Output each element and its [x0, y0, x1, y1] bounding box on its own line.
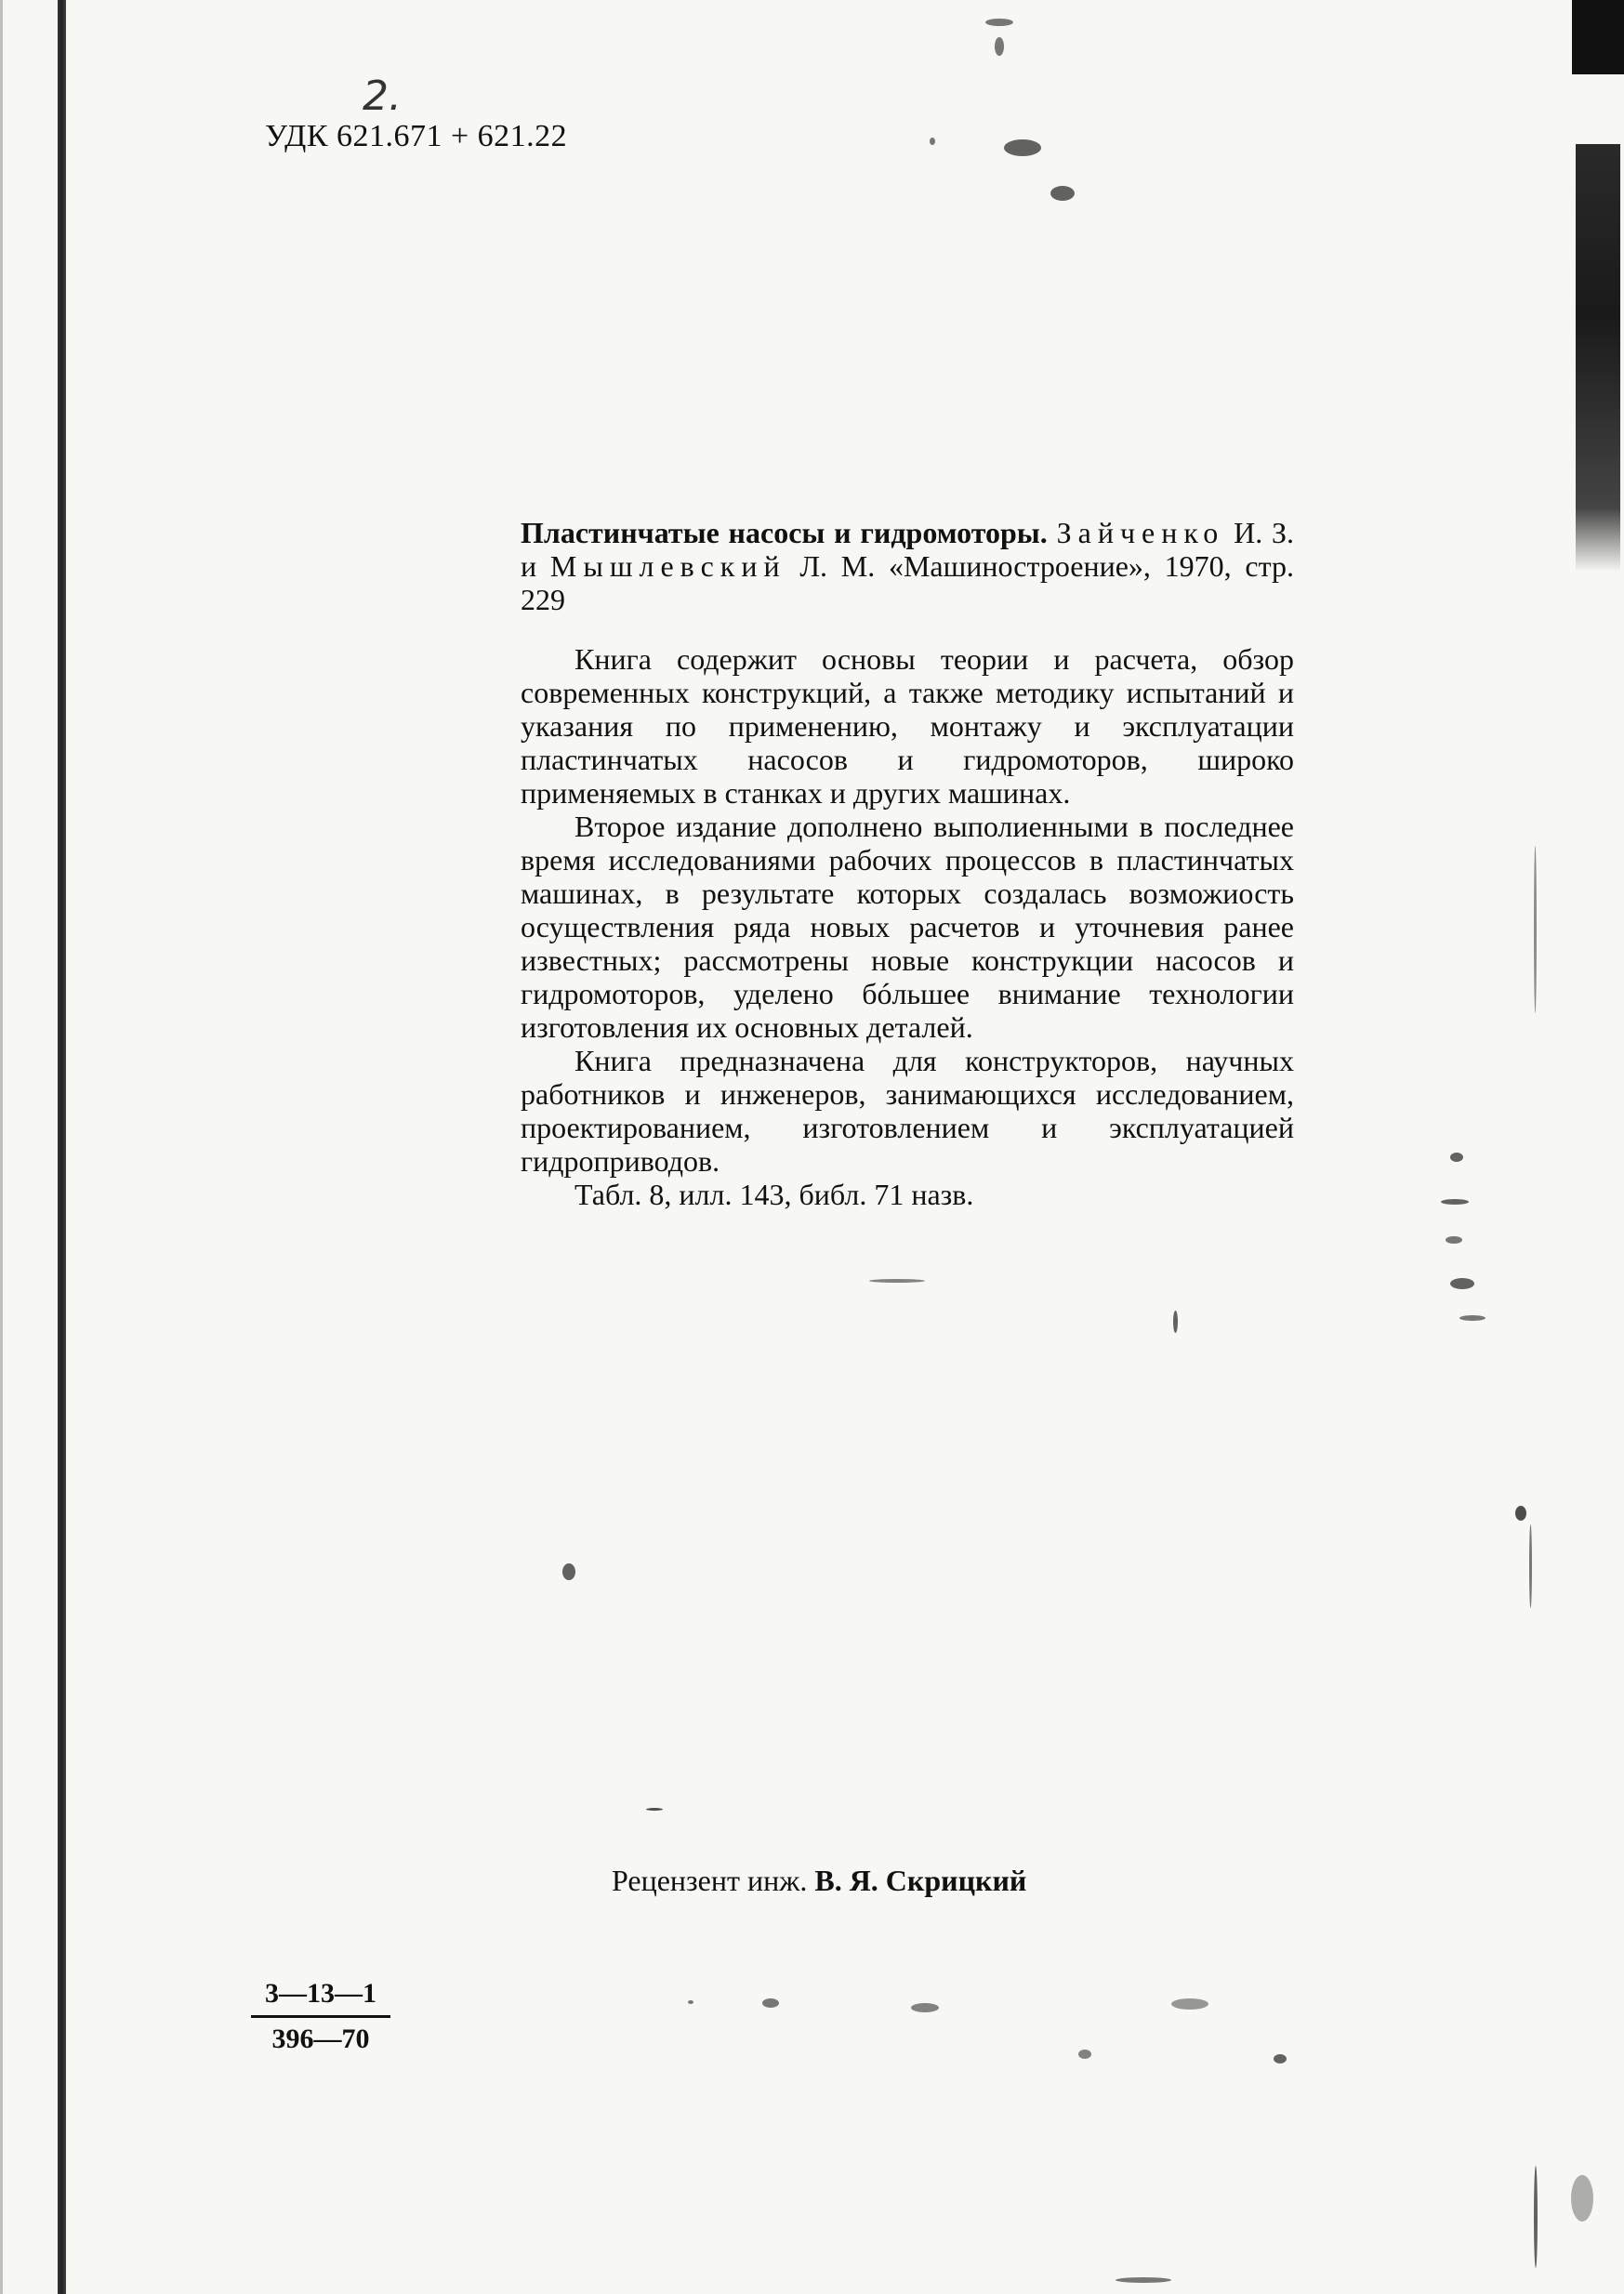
author-surname-2: Мышлевский	[549, 549, 786, 583]
reviewer-prefix: Рецензент инж.	[612, 1864, 808, 1897]
scan-speck	[1116, 2277, 1171, 2283]
book-title: Пластинчатые насосы и гидромоторы.	[521, 516, 1048, 549]
index-denominator: 396—70	[271, 2024, 370, 2054]
scan-artifact-right-edge	[1576, 144, 1620, 572]
scan-speck	[1171, 1998, 1208, 2010]
abstract-block	[521, 516, 1294, 1211]
scan-speck	[1441, 1199, 1469, 1205]
abstract-paragraph-2: Второе издание дополнено выполиенными в последнее время исследованиями рабочих процессов в пластинчатых машинах, в результате которых создалась возможиость осуществления ряда новых расчетов и уточневия ранее известных; рассмотрены новые конструкции насосов и гидромоторов, уделено бóльшее внимание технологии изготовления их основных деталей.	[521, 810, 1294, 1044]
scan-speck	[1078, 2050, 1091, 2059]
scan-speck	[985, 19, 1013, 26]
scan-speck	[646, 1808, 663, 1811]
abstract-stats: Табл. 8, илл. 143, библ. 71 назв.	[574, 1178, 974, 1211]
scan-speck	[1446, 1236, 1462, 1244]
index-fraction	[251, 1978, 390, 2055]
publication-info: Л. М. «Машиностроение», 1970, стр. 229	[521, 549, 1295, 616]
scan-speck	[562, 1563, 575, 1580]
scan-speck	[1450, 1278, 1474, 1289]
scan-speck	[1004, 139, 1041, 156]
index-numerator: 3—13—1	[251, 1978, 390, 2018]
reviewer-line	[612, 1864, 1026, 1898]
scan-edge-shadow	[0, 0, 3, 2294]
scan-speck	[1050, 186, 1075, 201]
author-surname-1: Зайченко	[1056, 516, 1225, 549]
scan-speck	[1571, 2175, 1593, 2221]
bibliographic-entry	[521, 516, 1294, 616]
scan-speck	[995, 37, 1004, 56]
scan-speck	[1450, 1153, 1463, 1162]
scan-binding-edge	[58, 0, 66, 2294]
abstract-paragraph-1: Книга содержит основы теории и расчета, обзор современных конструкций, а также методику испытаний и указания по применению, монтажу и эксплуатации пластинчатых насосов и гидромоторов, широко применяемых в станках и других машинах.	[521, 642, 1294, 810]
scan-speck	[1173, 1311, 1178, 1333]
scan-speck	[1515, 1506, 1526, 1521]
author-initials-1: И. З. и	[521, 516, 1295, 583]
scan-speck	[1274, 2054, 1287, 2063]
handwritten-note: 2.	[363, 73, 402, 120]
scan-speck	[1459, 1315, 1485, 1321]
abstract-paragraph-3: Книга предназначена для конструкторов, научных работников и инженеров, занимающихся исследованием, проектированием, изготовлением и эксплуатацией гидроприводов.	[521, 1044, 1294, 1178]
scan-speck	[762, 1998, 779, 2008]
reviewer-name: В. Я. Скрицкий	[814, 1864, 1027, 1897]
scan-speck	[688, 2000, 693, 2004]
scan-speck	[869, 1279, 925, 1283]
scan-artifact-top-right	[1572, 0, 1624, 74]
scan-speck	[1534, 2166, 1538, 2268]
scan-speck	[1534, 846, 1537, 1013]
scan-speck	[1529, 1524, 1532, 1608]
udk-classification: УДК 621.671 + 621.22	[265, 119, 568, 153]
scan-speck	[911, 2003, 939, 2012]
scan-speck	[930, 138, 935, 145]
